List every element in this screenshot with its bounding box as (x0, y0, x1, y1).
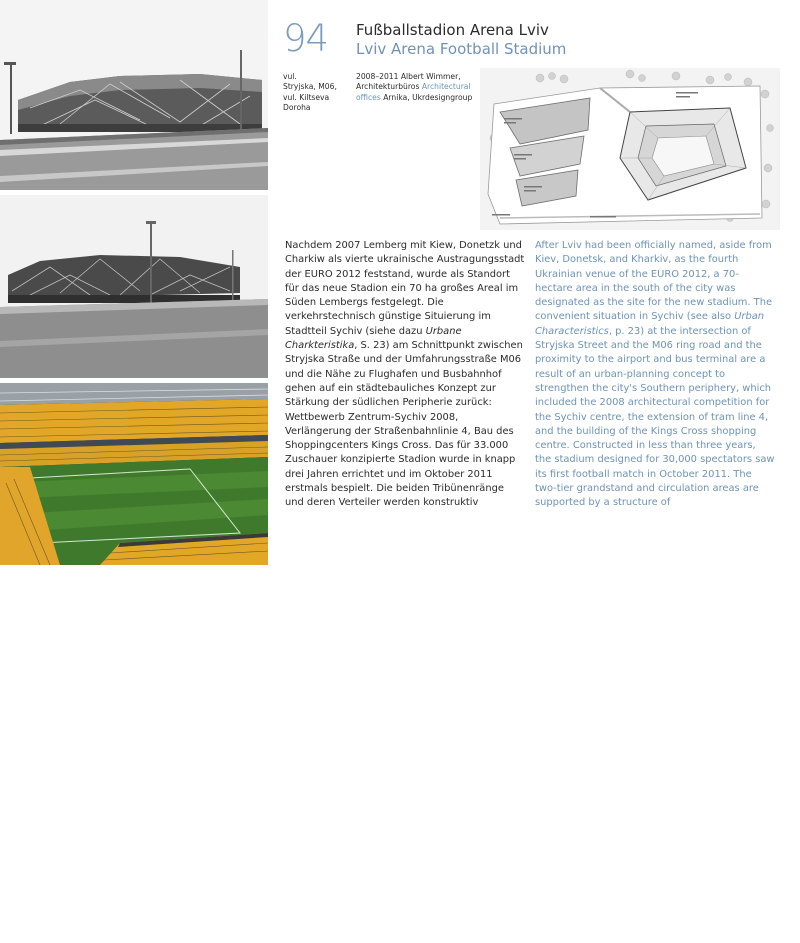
address-line: vul. Kiltseva (283, 92, 330, 102)
body-text-german (285, 239, 525, 511)
text-run: at the intersection of Stryjska Street and the M06 ring road and the proximity to the airport and bus terminal are a result of an urban-planning concept to strengthen the city's Southern periphery, which included the 2008 architectural competition for the Sychiv centre, the extension of tram line 4, and the building of the Kings Cross shopping centre. Constructed in less than three years, the stadium designed for 30,000 spectators saw its first football match in October 2011. The two-tier grandstand and circulation areas are supported by a structure of (535, 325, 775, 509)
paragraph (285, 239, 525, 511)
text-run: Nachdem 2007 Lemberg mit Kiew, Donetzk und Charkiw als vierte ukrainische Austragungsstadt der EURO 2012 feststand, wurde als Standort für das neue Stadion ein 70 ha großes Areal im Süden Lembergs festgelegt. Die verkehrstechnisch günstige Situierung im Stadtteil Sychiv (siehe dazu (285, 240, 525, 337)
title-german: Fußballstadion Arena Lviv (356, 21, 549, 39)
credits-line (356, 93, 478, 103)
text-run: am Schnittpunkt zwischen Stryjska Straße und der Umfahrungsstraße M06 und die Nähe zu Flughafen und Busbahnhof gehen auf ein städtebauliches Konzept zur Stärkung der südlichen Peripherie zurück: Wettbewerb Zentrum-Sychiv 2008, Verlängerung der Straßenbahnlinie 4, Bau des Shoppingcenters Kings Cross. Das für 33.000 Zuschauer konzipierte Stadion wurde in knapp drei Jahren errichtet und im Oktober 2011 erstmals bespielt. Die beiden Tribünenränge und deren Verteiler werden konstruktiv (285, 340, 523, 509)
stadium-exterior-photo (0, 0, 268, 190)
address-block (283, 72, 345, 114)
body-text-english (535, 239, 775, 511)
credits-de: Architekturbüros (356, 82, 420, 92)
site-plan-drawing (480, 68, 780, 230)
credits-en: Architectural (421, 82, 471, 92)
paragraph (535, 239, 775, 511)
text-run: After Lviv had been officially named, aside from Kiev, Donetsk, and Kharkiv, as the fourth Ukrainian venue of the EURO 2012, a 70-hectare area in the south of the city was designated as the site for the new stadium. The convenient situation in Sychiv (see also (535, 240, 773, 323)
cross-reference: Urban Characteristics (535, 311, 765, 337)
address-line: vul. (283, 72, 297, 81)
credits-block (356, 72, 478, 103)
title-english: Lviv Arena Football Stadium (356, 40, 567, 58)
credits-firms: Arnika, Ukrdesigngroup (383, 92, 473, 102)
text-run: , S. 23) (354, 340, 390, 352)
text-run: , p. 23) (608, 325, 645, 337)
cross-reference: Urbane Charkteristika (285, 325, 462, 352)
address-line: Stryjska, M06, (283, 82, 337, 92)
page-number: 168 (6, 933, 24, 943)
credits-line: 2008–2011 Albert Wimmer, (356, 72, 461, 81)
stadium-interior-photo (0, 383, 268, 943)
credits-line (356, 82, 478, 92)
catalog-number: 94 (283, 17, 329, 60)
stadium-side-photo (0, 195, 268, 378)
credits-en: offices (356, 92, 381, 102)
address-line: Doroha (283, 103, 311, 113)
